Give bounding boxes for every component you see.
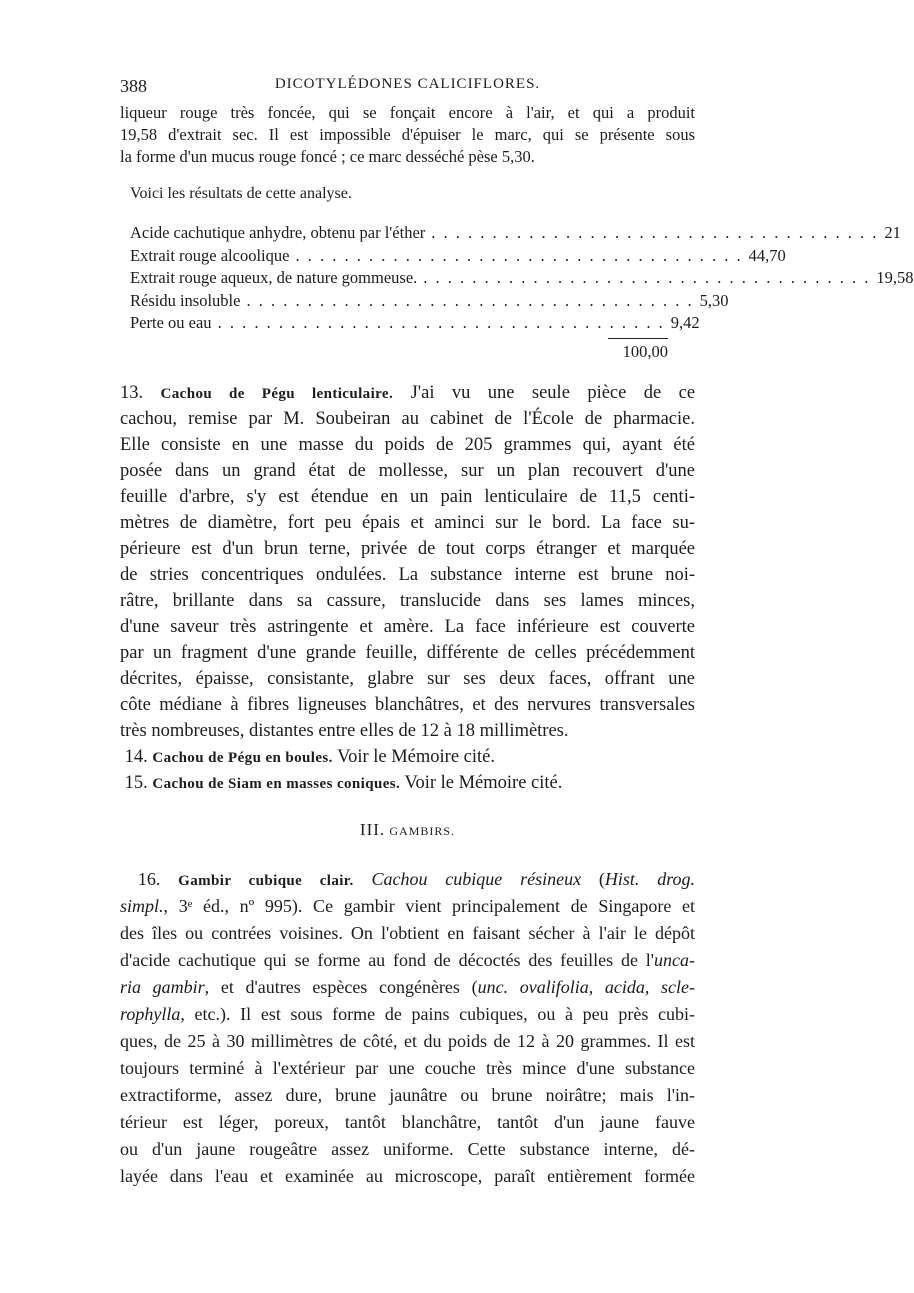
paragraph-line: ques, de 25 à 30 millimètres de côté, et du poids de 12 à 20 grammes. Il est xyxy=(120,1031,695,1051)
section-16: 16. Gambir cubique clair. Cachou cubique résineux (Hist. drog. simpl., 3ᵉ éd., nº 995). Ce gambir vient principalement de Singapore et des îles ou contrées voisines. On l'obtient en faisant sécher à l'air le dépôt d'acide cachutique qui se forme au fond de décoctés des feuilles de l'unca- ria gambir, et d'autres espèces congénères (unc. ovalifolia, acida, scle- rophylla, etc.). Il est sous forme de pains cubiques, ou à peu près cubi- ques, de 25 à 30 millimètres de côté, et du poids de 12 à 20 grammes. Il est toujours terminé à l'extérieur par une couche très mince d'une substance extractiforme, assez dure, brune jaunâtre ou brune noirâtre; mais l'in- térieur est léger, poreux, tantôt blanchâtre, tantôt d'un jaune fauve ou d'un jaune rougeâtre assez uniforme. Cette substance interne, dé- layée dans l'eau et examinée au microscope, paraît entièrement formée xyxy=(120,866,695,1190)
table-row: Résidu insoluble . . . . . . . . . . . . . . . . . . . . . . . . . . . . . . . . . . . . . 5,30 xyxy=(130,290,668,313)
table-total: 100,00 xyxy=(622,341,668,361)
running-title: DICOTYLÉDONES CALICIFLORES. xyxy=(274,76,541,92)
paragraph-line: layée dans l'eau et examinée au microscope, paraît entièrement formée xyxy=(120,1166,695,1186)
section-13: 13. Cachou de Pégu lenticulaire. J'ai vu une seule pièce de ce cachou, remise par M. Soubeiran au cabinet de l'École de pharmacie. Elle consiste en une masse du poids de 205 grammes qui, ayant été posée dans un grand état de mollesse, sur un plan recouvert d'une feuille d'arbre, s'y est étendue en un pain lenticulaire de 11,5 centi- mètres de diamètre, fort peu épais et aminci sur le bord. La face su- périeure est d'un brun terne, privée de tout corps étranger et marquée de stries concentriques ondulées. La substance interne est brune noi- râtre, brillante dans sa cassure, translucide dans ses lames minces, d'une saveur très astringente et amère. La face inférieure est couverte par un fragment d'une grande feuille, différente de celles précédemment décrites, épaisse, consistante, glabre sur ses deux faces, offrant une côte médiane à fibres ligneuses blanchâtres, et des nervures transversales très nombreuses, distantes entre elles de 12 à 18 millimètres. 14. Cachou de Pégu en boules. Voir le Mémoire cité. 15. Cachou de Siam en masses coniques. Voir le Mémoire cité. xyxy=(120,380,695,796)
section-15: 15. Cachou de Siam en masses coniques. Voir le Mémoire cité. xyxy=(124,773,563,793)
section-number: 16. xyxy=(137,869,161,889)
intro-paragraph xyxy=(120,102,695,168)
section-heading: Cachou de Siam en masses coniques. xyxy=(152,776,401,792)
paragraph-line: Elle consiste en une masse du poids de 205 grammes qui, ayant été xyxy=(120,435,695,455)
table-row: Perte ou eau . . . . . . . . . . . . . . . . . . . . . . . . . . . . . . . . . . . . . 9,42 xyxy=(130,312,668,335)
paragraph-line: d'une saveur très astringente et amère. La face inférieure est couverte xyxy=(120,617,695,637)
section-number: 15. xyxy=(124,773,148,793)
paragraph-line: périeure est d'un brun terne, privée de tout corps étranger et marquée xyxy=(120,539,695,559)
row-label: Extrait rouge aqueux, de nature gommeuse. xyxy=(130,268,418,287)
paragraph-line: décrites, épaisse, consistante, glabre sur ses deux faces, offrant une xyxy=(120,669,695,689)
row-value: 44,70 xyxy=(748,245,786,265)
paragraph-line: térieur est léger, poreux, tantôt blanchâtre, tantôt d'un jaune fauve xyxy=(120,1112,695,1132)
paragraph-line: côte médiane à fibres ligneuses blanchâtres, et des nervures transversales xyxy=(120,695,695,715)
row-value: 19,58 xyxy=(876,268,914,287)
row-label: Acide cachutique anhydre, obtenu par l'éther xyxy=(130,223,426,242)
intro-line: 19,58 d'extrait sec. Il est impossible d'épuiser le marc, qui se présente sous xyxy=(120,125,695,144)
part-heading xyxy=(120,818,695,841)
section-number: 13. xyxy=(120,383,144,403)
paragraph-line: cachou, remise par M. Soubeiran au cabinet de l'École de pharmacie. xyxy=(120,409,695,429)
paragraph-line: extractiforme, assez dure, brune jaunâtre ou brune noirâtre; mais l'in- xyxy=(120,1085,695,1105)
intro-line: la forme d'un mucus rouge foncé ; ce marc desséché pèse 5,30. xyxy=(120,147,535,166)
paragraph-line: par un fragment d'une grande feuille, différente de celles précédemment xyxy=(120,643,695,663)
table-row: Acide cachutique anhydre, obtenu par l'éther . . . . . . . . . . . . . . . . . . . . . . . . . . . . . . . . . . . . . 21 xyxy=(130,222,668,245)
section-14: 14. Cachou de Pégu en boules. Voir le Mémoire cité. xyxy=(124,747,496,767)
intro-line: liqueur rouge très foncée, qui se fonçait encore à l'air, et qui a produit xyxy=(120,103,695,122)
paragraph-line: ou d'un jaune rougeâtre assez uniforme. Cette substance interne, dé- xyxy=(120,1139,695,1159)
section-heading: Cachou de Pégu lenticulaire. xyxy=(160,386,394,402)
table-row: Extrait rouge aqueux, de nature gommeuse. . . . . . . . . . . . . . . . . . . . . . . . . . . . . . . . . . . . . . 19,58 xyxy=(130,267,668,290)
row-label: Extrait rouge alcoolique xyxy=(130,245,290,265)
section-heading: Cachou de Pégu en boules. xyxy=(152,750,333,766)
row-value: 9,42 xyxy=(670,313,700,332)
row-value: 21 xyxy=(884,223,901,242)
part-numeral: III. xyxy=(359,820,386,839)
paragraph-line: de stries concentriques ondulées. La substance interne est brune noi- xyxy=(120,565,695,585)
paragraph-line: posée dans un grand état de mollesse, sur un plan recouvert d'une xyxy=(120,461,695,481)
page-number: 388 xyxy=(120,76,147,96)
paragraph-line: des îles ou contrées voisines. On l'obtient en faisant sécher à l'air le dépôt xyxy=(120,923,695,943)
running-header xyxy=(120,76,695,100)
paragraph-line: très nombreuses, distantes entre elles de 12 à 18 millimètres. xyxy=(120,721,569,741)
analysis-table xyxy=(130,222,914,365)
paragraph-line: toujours terminé à l'extérieur par une couche très mince d'une substance xyxy=(120,1058,695,1078)
row-label: Résidu insoluble xyxy=(130,290,241,310)
analysis-intro: Voici les résultats de cette analyse. xyxy=(130,185,352,202)
part-title: GAMBIRS. xyxy=(389,824,456,838)
row-label: Perte ou eau xyxy=(130,313,212,332)
table-row: Extrait rouge alcoolique . . . . . . . . . . . . . . . . . . . . . . . . . . . . . . . . . . . . . 44,70 xyxy=(130,245,668,268)
paragraph-line: râtre, brillante dans sa cassure, translucide dans ses lames minces, xyxy=(120,591,695,611)
section-heading: Gambir cubique clair. xyxy=(178,873,354,889)
row-value: 5,30 xyxy=(699,290,729,310)
section-number: 14. xyxy=(124,747,148,767)
paragraph-line: feuille d'arbre, s'y est étendue en un pain lenticulaire de 11,5 centi- xyxy=(120,487,695,507)
paragraph-line: mètres de diamètre, fort peu épais et aminci sur le bord. La face su- xyxy=(120,513,695,533)
